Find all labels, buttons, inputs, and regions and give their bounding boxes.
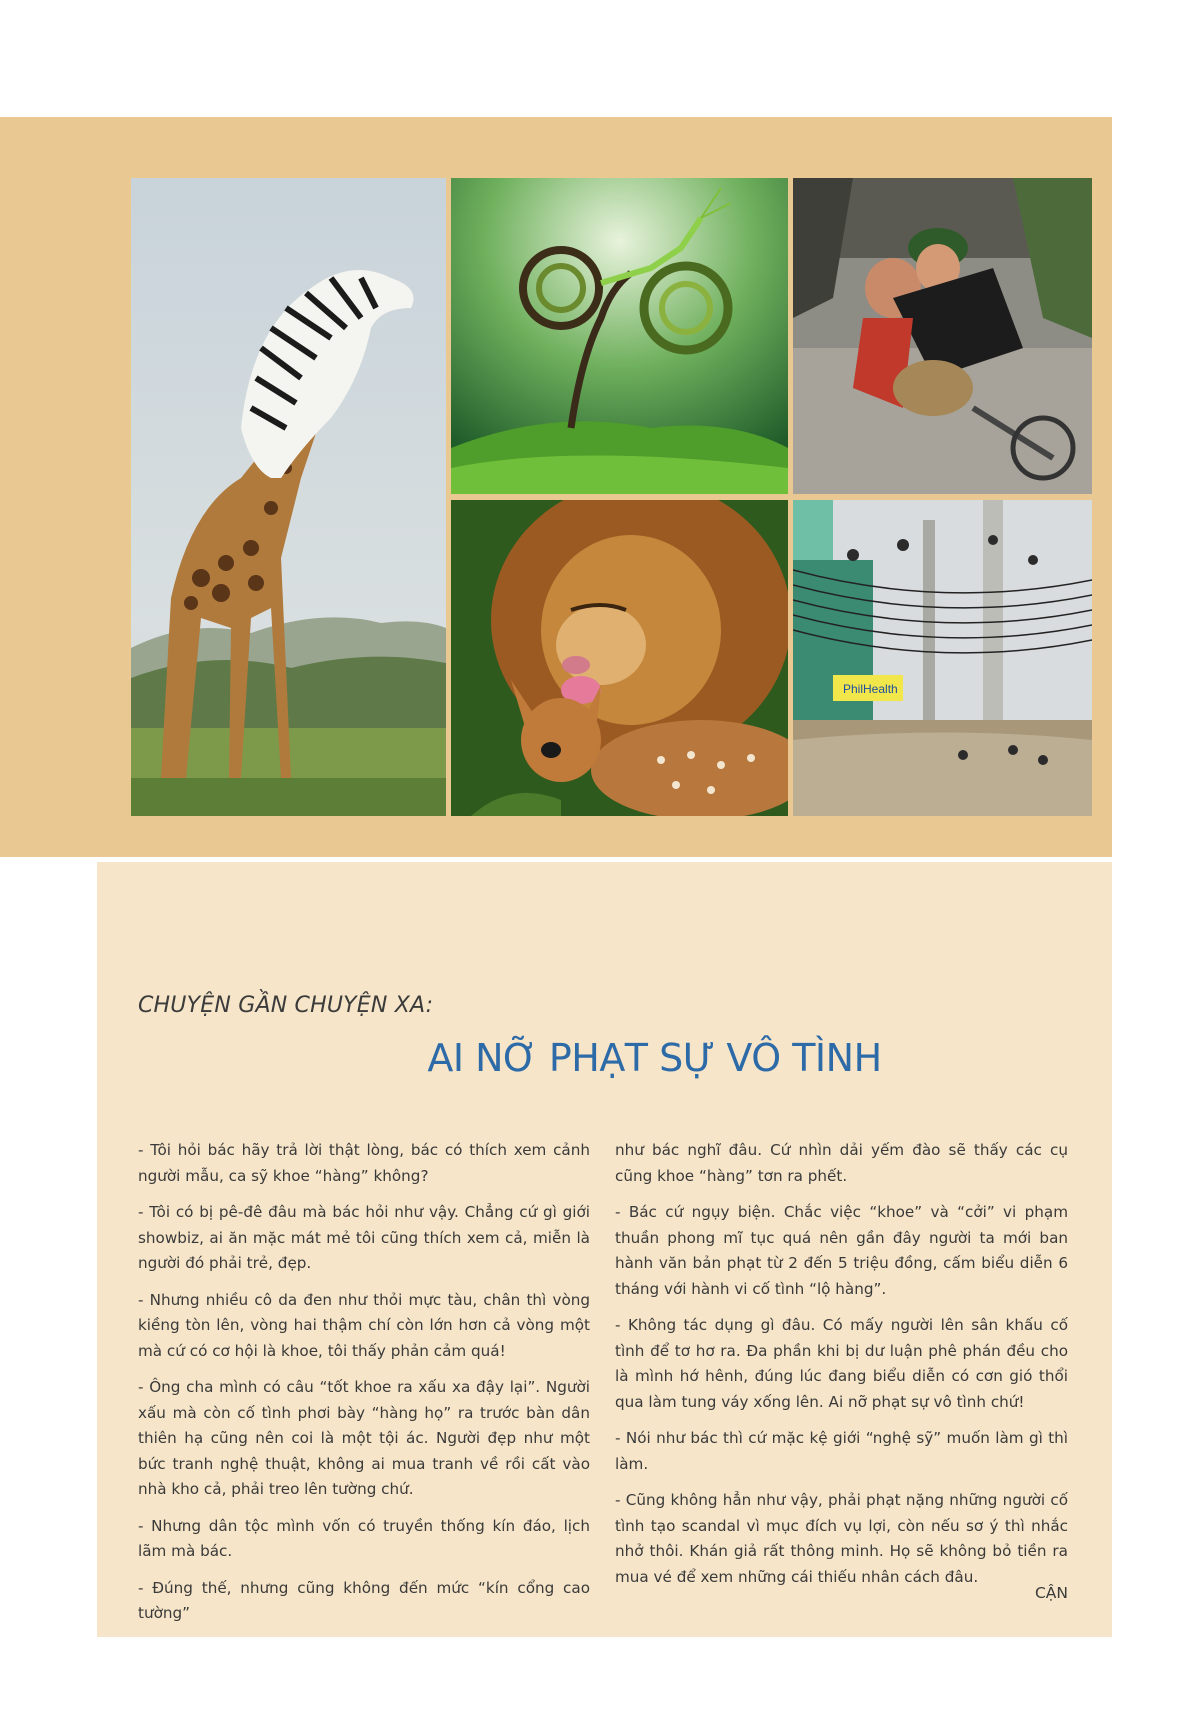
photo-bike-riders xyxy=(793,178,1092,494)
photo-zebra-giraffe xyxy=(131,178,446,816)
article-byline: CẬN xyxy=(1034,1584,1068,1602)
article-column-left xyxy=(138,1138,590,1638)
paragraph: - Bác cứ ngụy biện. Chắc việc “khoe” và “cởi” vi phạm thuần phong mĩ tục quá nên gần đây người ta mới ban hành văn bản phạt từ 2 đến 5 triệu đồng, cấm biểu diễn 6 tháng với hành vi cố tình “lộ hàng”. xyxy=(615,1203,1068,1298)
article-kicker: CHUYỆN GẦN CHUYỆN XA: xyxy=(138,993,434,1018)
paragraph: - Nhưng dân tộc mình vốn có truyền thống kín đáo, lịch lãm mà bác. xyxy=(138,1516,590,1560)
paragraph: - Không tác dụng gì đâu. Có mấy người lên sân khấu cố tình để tơ hơ ra. Đa phần khi bị dư luận phê phán đều cho là mình hớ hênh, đúng lúc đang biểu diễn có cơn gió thổi qua làm tung váy xống lên. Ai nỡ phạt sự vô tình chứ! xyxy=(615,1316,1068,1411)
photo-flood-wires xyxy=(793,500,1092,816)
philhealth-sign: PhilHealth xyxy=(843,682,898,696)
paragraph: - Ông cha mình có câu “tốt khoe ra xấu xa đậy lại”. Người xấu mà còn cố tình phơi bày “hàng họ” ra trước bàn dân thiên hạ cũng nên coi là một tội ác. Người đẹp như một bức tranh nghệ thuật, không ai mua tranh về rồi cất vào nhà kho cả, phải treo lên tường chứ. xyxy=(138,1378,590,1498)
paragraph: - Tôi hỏi bác hãy trả lời thật lòng, bác có thích xem cảnh người mẫu, ca sỹ khoe “hàng” không? xyxy=(138,1141,590,1185)
paragraph: như bác nghĩ đâu. Cứ nhìn dải yếm đào sẽ thấy các cụ cũng khoe “hàng” tơn ra phết. xyxy=(615,1141,1068,1185)
paragraph: - Nói như bác thì cứ mặc kệ giới “nghệ sỹ” muốn làm gì thì làm. xyxy=(615,1429,1068,1473)
paragraph: - Tôi có bị pê-đê đâu mà bác hỏi như vậy. Chẳng cứ gì giới showbiz, ai ăn mặc mát mẻ tôi cũng thích xem cả, miễn là người đó phải trẻ, đẹp. xyxy=(138,1203,590,1272)
article-column-right xyxy=(615,1138,1068,1601)
paragraph: - Cũng không hẳn như vậy, phải phạt nặng những người cố tình tạo scandal vì mục đích vụ lợi, còn nếu sơ ý thì nhắc nhở thôi. Khán giả rất thông minh. Họ sẽ không bỏ tiền ra mua vé để xem những cái thiếu nhân cách đâu. xyxy=(615,1491,1068,1586)
photo-lion-fawn xyxy=(451,500,788,816)
photo-mantis-fern xyxy=(451,178,788,494)
article-title: AI NỠ PHẠT SỰ VÔ TÌNH xyxy=(427,1036,882,1080)
paragraph: - Đúng thế, nhưng cũng không đến mức “kín cổng cao tường” xyxy=(138,1578,590,1622)
paragraph: - Nhưng nhiều cô da đen như thỏi mực tàu, chân thì vòng kiềng tòn lên, vòng hai thậm chí còn lớn hơn cả vòng một mà cứ có cơ hội là khoe, tôi thấy phản cảm quá! xyxy=(138,1290,590,1360)
